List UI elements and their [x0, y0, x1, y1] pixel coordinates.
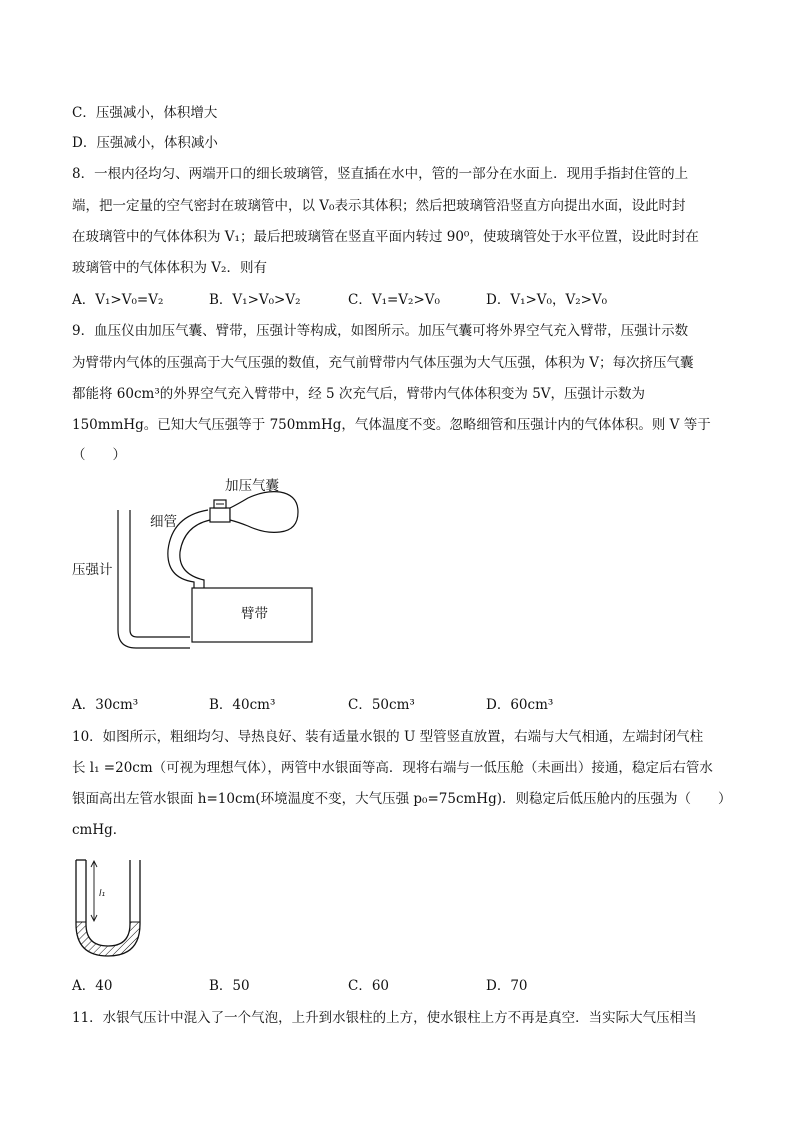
label-cuff: 臂带: [241, 606, 268, 622]
q9-stem-line1: 9．血压仪由加压气囊、臂带，压强计等构成，如图所示。加压气囊可将外界空气充入臂带，压强计示数: [72, 323, 689, 339]
u-tube-diagram: [60, 852, 170, 962]
q7-option-c: C．压强减小，体积增大: [72, 105, 218, 121]
q9-option-d: D．60cm³: [486, 697, 554, 713]
q8-stem-line3: 在玻璃管中的气体体积为 V₁；最后把玻璃管在竖直平面内转过 90⁰，使玻璃管处于水平位置，设此时封在: [72, 229, 699, 245]
q10-stem-line4: cmHg．: [72, 822, 127, 838]
q10-stem-line3: 银面高出左管水银面 h=10cm(环境温度不变，大气压强 p₀=75cmHg)．则稳定后低压舱内的压强为（ ）: [72, 791, 732, 807]
q8-option-d: D．V₁>V₀，V₂>V₀: [486, 292, 608, 308]
q10-option-a: A．40: [72, 978, 113, 994]
q9-option-b: B．40cm³: [209, 697, 276, 713]
q9-stem-line2: 为臂带内气体的压强高于大气压强的数值，充气前臂带内气体压强为大气压强，体积为 V；每次挤压气囊: [72, 355, 694, 371]
q10-stem-line2: 长 l₁ =20cm（可视为理想气体），两管中水银面等高．现将右端与一低压舱（未画出）接通，稳定后右管水: [72, 760, 713, 776]
q7-option-d: D．压强减小，体积减小: [72, 135, 218, 151]
q11-stem-line1: 11．水银气压计中混入了一个气泡，上升到水银柱的上方，使水银柱上方不再是真空．当实际大气压相当: [72, 1010, 697, 1026]
q8-stem-line4: 玻璃管中的气体体积为 V₂．则有: [72, 260, 267, 276]
q8-option-c: C．V₁=V₂>V₀: [348, 292, 440, 308]
label-bulb: 加压气囊: [225, 478, 279, 494]
q9-option-a: A．30cm³: [72, 697, 139, 713]
q8-option-b: B．V₁>V₀>V₂: [209, 292, 301, 308]
q10-option-b: B．50: [209, 978, 250, 994]
label-l1: l₁: [99, 889, 106, 899]
q10-option-d: D．70: [486, 978, 528, 994]
q9-stem-line3: 都能将 60cm³的外界空气充入臂带中，经 5 次充气后，臂带内气体体积变为 5V，压强计示数为: [72, 386, 646, 402]
q9-stem-line5: （ ）: [72, 447, 126, 463]
label-gauge: 压强计: [72, 562, 113, 578]
q9-option-c: C．50cm³: [348, 697, 415, 713]
label-thin-tube: 细管: [150, 514, 177, 530]
q10-option-c: C．60: [348, 978, 390, 994]
q8-option-a: A．V₁>V₀=V₂: [72, 292, 164, 308]
q9-stem-line4: 150mmHg。已知大气压强等于 750mmHg，气体温度不变。忽略细管和压强计内的气体体积。则 V 等于: [72, 417, 711, 433]
q10-stem-line1: 10．如图所示，粗细均匀、导热良好、装有适量水银的 U 型管竖直放置，右端与大气相通，左端封闭气柱: [72, 729, 704, 745]
blood-pressure-diagram: [60, 470, 360, 670]
q8-stem-line2: 端，把一定量的空气密封在玻璃管中，以 V₀表示其体积；然后把玻璃管沿竖直方向提出水面，设此时封: [72, 198, 686, 214]
q8-stem-line1: 8．一根内径均匀、两端开口的细长玻璃管，竖直插在水中，管的一部分在水面上．现用手指封住管的上: [72, 166, 689, 182]
